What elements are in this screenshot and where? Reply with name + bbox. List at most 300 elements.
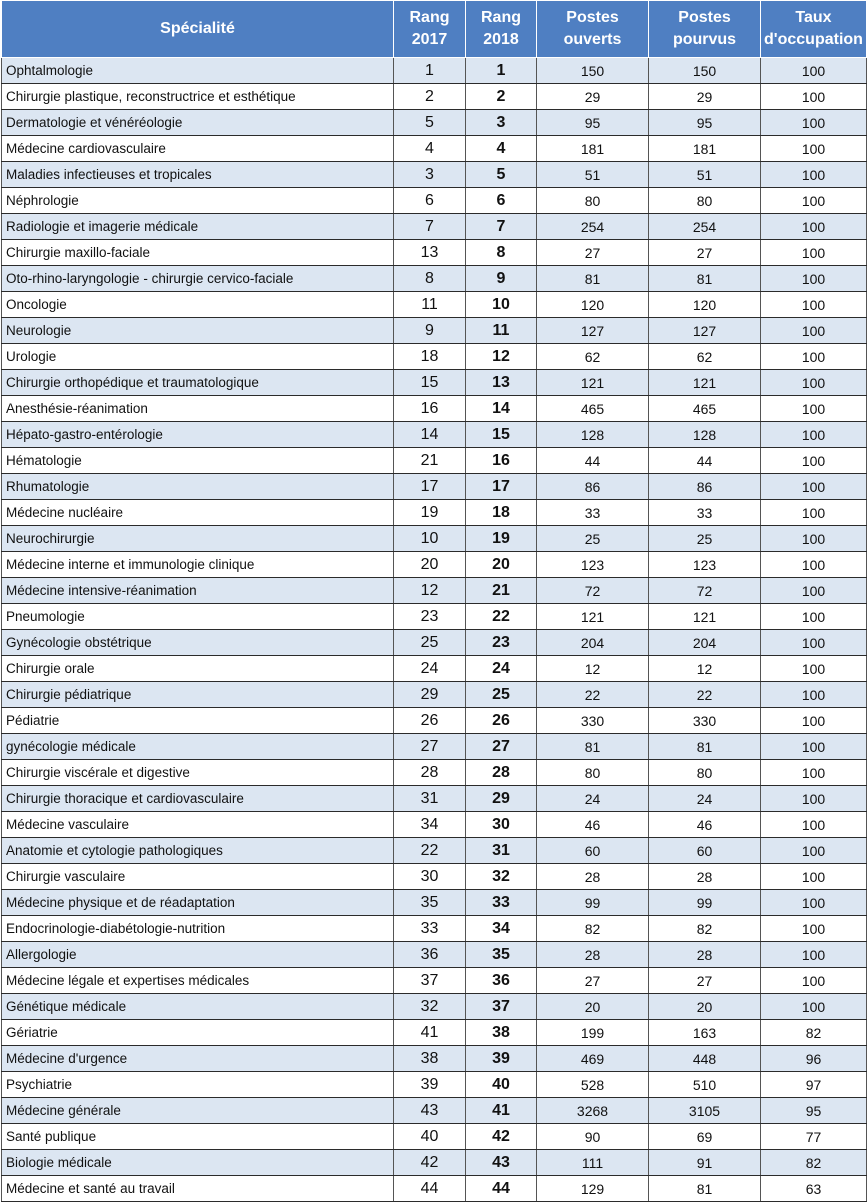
cell-postes-ouverts: 90 bbox=[537, 1124, 649, 1150]
cell-postes-ouverts: 27 bbox=[537, 968, 649, 994]
cell-postes-pourvus: 128 bbox=[649, 422, 761, 448]
table-row bbox=[2, 188, 867, 214]
cell-postes-ouverts: 62 bbox=[537, 344, 649, 370]
cell-taux-occupation: 95 bbox=[761, 1098, 867, 1124]
table-row bbox=[2, 1176, 867, 1202]
cell-postes-ouverts: 29 bbox=[537, 84, 649, 110]
cell-rang-2017: 36 bbox=[394, 942, 466, 968]
cell-rang-2017: 41 bbox=[394, 1020, 466, 1046]
cell-postes-ouverts: 199 bbox=[537, 1020, 649, 1046]
table-row bbox=[2, 1098, 867, 1124]
cell-specialite: Allergologie bbox=[2, 942, 394, 968]
header-row bbox=[2, 1, 867, 58]
cell-specialite: Gynécologie obstétrique bbox=[2, 630, 394, 656]
cell-taux-occupation: 100 bbox=[761, 578, 867, 604]
cell-specialite: Anatomie et cytologie pathologiques bbox=[2, 838, 394, 864]
cell-rang-2017: 8 bbox=[394, 266, 466, 292]
cell-postes-ouverts: 150 bbox=[537, 58, 649, 84]
table-row bbox=[2, 786, 867, 812]
table-row bbox=[2, 604, 867, 630]
cell-taux-occupation: 100 bbox=[761, 474, 867, 500]
cell-rang-2017: 26 bbox=[394, 708, 466, 734]
table-row bbox=[2, 1046, 867, 1072]
cell-taux-occupation: 100 bbox=[761, 890, 867, 916]
cell-rang-2017: 24 bbox=[394, 656, 466, 682]
cell-postes-ouverts: 33 bbox=[537, 500, 649, 526]
table-row bbox=[2, 1150, 867, 1176]
cell-postes-ouverts: 465 bbox=[537, 396, 649, 422]
cell-postes-ouverts: 204 bbox=[537, 630, 649, 656]
cell-postes-ouverts: 3268 bbox=[537, 1098, 649, 1124]
table-row bbox=[2, 344, 867, 370]
cell-rang-2018: 36 bbox=[466, 968, 537, 994]
cell-postes-ouverts: 95 bbox=[537, 110, 649, 136]
table-row bbox=[2, 396, 867, 422]
table-row bbox=[2, 734, 867, 760]
cell-specialite: Hématologie bbox=[2, 448, 394, 474]
cell-postes-pourvus: 60 bbox=[649, 838, 761, 864]
cell-rang-2018: 35 bbox=[466, 942, 537, 968]
cell-postes-ouverts: 469 bbox=[537, 1046, 649, 1072]
cell-rang-2018: 14 bbox=[466, 396, 537, 422]
table-row bbox=[2, 318, 867, 344]
cell-postes-pourvus: 51 bbox=[649, 162, 761, 188]
cell-rang-2018: 34 bbox=[466, 916, 537, 942]
cell-rang-2017: 32 bbox=[394, 994, 466, 1020]
cell-specialite: Urologie bbox=[2, 344, 394, 370]
cell-rang-2017: 16 bbox=[394, 396, 466, 422]
cell-rang-2018: 20 bbox=[466, 552, 537, 578]
table-row bbox=[2, 474, 867, 500]
cell-postes-pourvus: 123 bbox=[649, 552, 761, 578]
cell-rang-2017: 1 bbox=[394, 58, 466, 84]
cell-rang-2017: 5 bbox=[394, 110, 466, 136]
table-row bbox=[2, 240, 867, 266]
cell-rang-2018: 30 bbox=[466, 812, 537, 838]
cell-taux-occupation: 100 bbox=[761, 838, 867, 864]
header-taux-occupation bbox=[761, 1, 867, 58]
cell-rang-2017: 35 bbox=[394, 890, 466, 916]
cell-rang-2017: 10 bbox=[394, 526, 466, 552]
cell-specialite: Pédiatrie bbox=[2, 708, 394, 734]
cell-specialite: Médecine nucléaire bbox=[2, 500, 394, 526]
cell-taux-occupation: 100 bbox=[761, 110, 867, 136]
cell-specialite: Neurologie bbox=[2, 318, 394, 344]
cell-postes-pourvus: 254 bbox=[649, 214, 761, 240]
table-row bbox=[2, 1124, 867, 1150]
cell-specialite: Chirurgie plastique, reconstructrice et esthétique bbox=[2, 84, 394, 110]
cell-specialite: Néphrologie bbox=[2, 188, 394, 214]
header-specialite bbox=[2, 1, 394, 58]
header-taux-line2: d'occupation bbox=[764, 31, 863, 48]
cell-taux-occupation: 100 bbox=[761, 136, 867, 162]
header-specialite-label: Spécialité bbox=[160, 20, 235, 37]
cell-postes-pourvus: 69 bbox=[649, 1124, 761, 1150]
cell-postes-pourvus: 80 bbox=[649, 188, 761, 214]
cell-rang-2018: 19 bbox=[466, 526, 537, 552]
cell-rang-2018: 32 bbox=[466, 864, 537, 890]
cell-rang-2017: 12 bbox=[394, 578, 466, 604]
cell-rang-2017: 44 bbox=[394, 1176, 466, 1202]
header-postes-pourvus-line1: Postes bbox=[678, 9, 731, 26]
header-rang-2018-line1: Rang bbox=[481, 9, 521, 26]
cell-postes-ouverts: 24 bbox=[537, 786, 649, 812]
header-postes-pourvus bbox=[649, 1, 761, 58]
cell-postes-pourvus: 204 bbox=[649, 630, 761, 656]
cell-postes-ouverts: 27 bbox=[537, 240, 649, 266]
cell-postes-ouverts: 28 bbox=[537, 942, 649, 968]
cell-rang-2018: 4 bbox=[466, 136, 537, 162]
cell-taux-occupation: 100 bbox=[761, 526, 867, 552]
cell-rang-2018: 9 bbox=[466, 266, 537, 292]
cell-rang-2017: 30 bbox=[394, 864, 466, 890]
cell-taux-occupation: 100 bbox=[761, 656, 867, 682]
cell-postes-pourvus: 29 bbox=[649, 84, 761, 110]
cell-postes-ouverts: 44 bbox=[537, 448, 649, 474]
cell-rang-2017: 20 bbox=[394, 552, 466, 578]
cell-rang-2018: 11 bbox=[466, 318, 537, 344]
cell-rang-2017: 6 bbox=[394, 188, 466, 214]
cell-rang-2017: 11 bbox=[394, 292, 466, 318]
cell-rang-2018: 40 bbox=[466, 1072, 537, 1098]
cell-postes-pourvus: 81 bbox=[649, 266, 761, 292]
table-row bbox=[2, 838, 867, 864]
header-postes-ouverts-line2: ouverts bbox=[563, 31, 622, 48]
cell-specialite: Pneumologie bbox=[2, 604, 394, 630]
cell-postes-pourvus: 28 bbox=[649, 864, 761, 890]
cell-postes-ouverts: 254 bbox=[537, 214, 649, 240]
cell-postes-ouverts: 528 bbox=[537, 1072, 649, 1098]
header-rang-2017 bbox=[394, 1, 466, 58]
cell-specialite: Médecine intensive-réanimation bbox=[2, 578, 394, 604]
cell-rang-2018: 23 bbox=[466, 630, 537, 656]
cell-postes-ouverts: 25 bbox=[537, 526, 649, 552]
cell-taux-occupation: 82 bbox=[761, 1150, 867, 1176]
cell-taux-occupation: 100 bbox=[761, 58, 867, 84]
cell-rang-2017: 4 bbox=[394, 136, 466, 162]
cell-rang-2018: 3 bbox=[466, 110, 537, 136]
header-taux-line1: Taux bbox=[795, 9, 832, 26]
table-row bbox=[2, 214, 867, 240]
cell-postes-ouverts: 127 bbox=[537, 318, 649, 344]
cell-rang-2017: 27 bbox=[394, 734, 466, 760]
cell-rang-2018: 39 bbox=[466, 1046, 537, 1072]
cell-postes-ouverts: 81 bbox=[537, 734, 649, 760]
cell-specialite: Médecine d'urgence bbox=[2, 1046, 394, 1072]
cell-taux-occupation: 100 bbox=[761, 162, 867, 188]
table-row bbox=[2, 266, 867, 292]
cell-postes-ouverts: 181 bbox=[537, 136, 649, 162]
cell-rang-2018: 17 bbox=[466, 474, 537, 500]
cell-rang-2017: 38 bbox=[394, 1046, 466, 1072]
cell-rang-2018: 41 bbox=[466, 1098, 537, 1124]
cell-rang-2018: 43 bbox=[466, 1150, 537, 1176]
cell-postes-ouverts: 123 bbox=[537, 552, 649, 578]
cell-specialite: Anesthésie-réanimation bbox=[2, 396, 394, 422]
cell-rang-2017: 34 bbox=[394, 812, 466, 838]
cell-taux-occupation: 100 bbox=[761, 734, 867, 760]
cell-rang-2018: 8 bbox=[466, 240, 537, 266]
cell-taux-occupation: 97 bbox=[761, 1072, 867, 1098]
cell-postes-pourvus: 3105 bbox=[649, 1098, 761, 1124]
cell-postes-ouverts: 82 bbox=[537, 916, 649, 942]
cell-taux-occupation: 100 bbox=[761, 630, 867, 656]
cell-specialite: Rhumatologie bbox=[2, 474, 394, 500]
cell-specialite: Médecine vasculaire bbox=[2, 812, 394, 838]
cell-postes-pourvus: 25 bbox=[649, 526, 761, 552]
cell-taux-occupation: 77 bbox=[761, 1124, 867, 1150]
cell-taux-occupation: 100 bbox=[761, 812, 867, 838]
table-row bbox=[2, 656, 867, 682]
cell-taux-occupation: 100 bbox=[761, 708, 867, 734]
cell-rang-2018: 33 bbox=[466, 890, 537, 916]
cell-rang-2018: 38 bbox=[466, 1020, 537, 1046]
cell-rang-2018: 26 bbox=[466, 708, 537, 734]
cell-rang-2017: 42 bbox=[394, 1150, 466, 1176]
cell-rang-2017: 31 bbox=[394, 786, 466, 812]
cell-postes-ouverts: 60 bbox=[537, 838, 649, 864]
cell-postes-pourvus: 121 bbox=[649, 370, 761, 396]
cell-specialite: gynécologie médicale bbox=[2, 734, 394, 760]
cell-postes-pourvus: 181 bbox=[649, 136, 761, 162]
table-row bbox=[2, 448, 867, 474]
cell-taux-occupation: 100 bbox=[761, 682, 867, 708]
cell-postes-pourvus: 163 bbox=[649, 1020, 761, 1046]
cell-postes-pourvus: 27 bbox=[649, 240, 761, 266]
table-row bbox=[2, 760, 867, 786]
cell-rang-2017: 39 bbox=[394, 1072, 466, 1098]
cell-specialite: Biologie médicale bbox=[2, 1150, 394, 1176]
cell-postes-ouverts: 121 bbox=[537, 604, 649, 630]
cell-rang-2018: 16 bbox=[466, 448, 537, 474]
cell-specialite: Médecine cardiovasculaire bbox=[2, 136, 394, 162]
cell-rang-2017: 2 bbox=[394, 84, 466, 110]
cell-rang-2017: 33 bbox=[394, 916, 466, 942]
cell-taux-occupation: 100 bbox=[761, 500, 867, 526]
cell-postes-pourvus: 80 bbox=[649, 760, 761, 786]
cell-rang-2017: 3 bbox=[394, 162, 466, 188]
cell-postes-pourvus: 330 bbox=[649, 708, 761, 734]
cell-rang-2018: 24 bbox=[466, 656, 537, 682]
table-body bbox=[2, 58, 867, 1202]
cell-specialite: Gériatrie bbox=[2, 1020, 394, 1046]
table-row bbox=[2, 136, 867, 162]
cell-postes-ouverts: 12 bbox=[537, 656, 649, 682]
cell-taux-occupation: 100 bbox=[761, 916, 867, 942]
table-row bbox=[2, 968, 867, 994]
cell-rang-2017: 29 bbox=[394, 682, 466, 708]
cell-rang-2018: 5 bbox=[466, 162, 537, 188]
cell-specialite: Chirurgie pédiatrique bbox=[2, 682, 394, 708]
cell-taux-occupation: 100 bbox=[761, 968, 867, 994]
header-rang-2017-line1: Rang bbox=[409, 9, 450, 26]
cell-rang-2018: 13 bbox=[466, 370, 537, 396]
cell-specialite: Médecine et santé au travail bbox=[2, 1176, 394, 1202]
cell-rang-2018: 6 bbox=[466, 188, 537, 214]
cell-rang-2018: 42 bbox=[466, 1124, 537, 1150]
header-postes-pourvus-line2: pourvus bbox=[672, 31, 737, 48]
table-row bbox=[2, 630, 867, 656]
cell-taux-occupation: 100 bbox=[761, 84, 867, 110]
cell-specialite: Radiologie et imagerie médicale bbox=[2, 214, 394, 240]
cell-rang-2017: 23 bbox=[394, 604, 466, 630]
cell-postes-ouverts: 72 bbox=[537, 578, 649, 604]
cell-postes-ouverts: 51 bbox=[537, 162, 649, 188]
cell-rang-2018: 15 bbox=[466, 422, 537, 448]
cell-specialite: Ophtalmologie bbox=[2, 58, 394, 84]
cell-rang-2017: 15 bbox=[394, 370, 466, 396]
cell-taux-occupation: 100 bbox=[761, 188, 867, 214]
table-row bbox=[2, 1072, 867, 1098]
cell-rang-2018: 10 bbox=[466, 292, 537, 318]
cell-rang-2017: 28 bbox=[394, 760, 466, 786]
cell-postes-ouverts: 99 bbox=[537, 890, 649, 916]
cell-postes-pourvus: 27 bbox=[649, 968, 761, 994]
cell-postes-ouverts: 81 bbox=[537, 266, 649, 292]
cell-rang-2018: 29 bbox=[466, 786, 537, 812]
cell-rang-2017: 14 bbox=[394, 422, 466, 448]
cell-taux-occupation: 82 bbox=[761, 1020, 867, 1046]
cell-taux-occupation: 100 bbox=[761, 448, 867, 474]
cell-postes-pourvus: 91 bbox=[649, 1150, 761, 1176]
cell-postes-ouverts: 20 bbox=[537, 994, 649, 1020]
cell-rang-2018: 7 bbox=[466, 214, 537, 240]
cell-rang-2017: 40 bbox=[394, 1124, 466, 1150]
cell-postes-pourvus: 86 bbox=[649, 474, 761, 500]
cell-rang-2018: 1 bbox=[466, 58, 537, 84]
cell-postes-ouverts: 46 bbox=[537, 812, 649, 838]
cell-postes-pourvus: 81 bbox=[649, 734, 761, 760]
cell-rang-2018: 28 bbox=[466, 760, 537, 786]
cell-rang-2018: 22 bbox=[466, 604, 537, 630]
header-postes-ouverts-line1: Postes bbox=[566, 9, 619, 26]
cell-postes-pourvus: 12 bbox=[649, 656, 761, 682]
cell-taux-occupation: 100 bbox=[761, 552, 867, 578]
cell-specialite: Chirurgie vasculaire bbox=[2, 864, 394, 890]
cell-specialite: Endocrinologie-diabétologie-nutrition bbox=[2, 916, 394, 942]
cell-postes-pourvus: 44 bbox=[649, 448, 761, 474]
cell-postes-pourvus: 465 bbox=[649, 396, 761, 422]
cell-taux-occupation: 100 bbox=[761, 864, 867, 890]
cell-postes-pourvus: 95 bbox=[649, 110, 761, 136]
cell-rang-2017: 19 bbox=[394, 500, 466, 526]
cell-specialite: Psychiatrie bbox=[2, 1072, 394, 1098]
cell-rang-2018: 31 bbox=[466, 838, 537, 864]
cell-rang-2017: 25 bbox=[394, 630, 466, 656]
cell-specialite: Maladies infectieuses et tropicales bbox=[2, 162, 394, 188]
cell-rang-2017: 9 bbox=[394, 318, 466, 344]
cell-specialite: Chirurgie orthopédique et traumatologique bbox=[2, 370, 394, 396]
cell-postes-ouverts: 80 bbox=[537, 760, 649, 786]
cell-rang-2018: 12 bbox=[466, 344, 537, 370]
cell-specialite: Médecine interne et immunologie clinique bbox=[2, 552, 394, 578]
table-row bbox=[2, 292, 867, 318]
cell-postes-pourvus: 120 bbox=[649, 292, 761, 318]
table-row bbox=[2, 916, 867, 942]
cell-specialite: Oto-rhino-laryngologie - chirurgie cervico-faciale bbox=[2, 266, 394, 292]
cell-postes-pourvus: 20 bbox=[649, 994, 761, 1020]
table-row bbox=[2, 84, 867, 110]
cell-postes-pourvus: 22 bbox=[649, 682, 761, 708]
cell-specialite: Chirurgie maxillo-faciale bbox=[2, 240, 394, 266]
header-rang-2018 bbox=[466, 1, 537, 58]
cell-postes-ouverts: 128 bbox=[537, 422, 649, 448]
cell-postes-pourvus: 82 bbox=[649, 916, 761, 942]
cell-taux-occupation: 100 bbox=[761, 760, 867, 786]
cell-postes-ouverts: 129 bbox=[537, 1176, 649, 1202]
cell-rang-2017: 37 bbox=[394, 968, 466, 994]
header-rang-2018-line2: 2018 bbox=[483, 31, 519, 48]
table-row bbox=[2, 864, 867, 890]
cell-taux-occupation: 100 bbox=[761, 240, 867, 266]
table-row bbox=[2, 422, 867, 448]
cell-rang-2018: 27 bbox=[466, 734, 537, 760]
cell-postes-pourvus: 448 bbox=[649, 1046, 761, 1072]
cell-rang-2017: 13 bbox=[394, 240, 466, 266]
table-row bbox=[2, 1020, 867, 1046]
cell-postes-ouverts: 121 bbox=[537, 370, 649, 396]
table-row bbox=[2, 708, 867, 734]
cell-specialite: Santé publique bbox=[2, 1124, 394, 1150]
cell-taux-occupation: 100 bbox=[761, 994, 867, 1020]
cell-postes-pourvus: 72 bbox=[649, 578, 761, 604]
table-row bbox=[2, 370, 867, 396]
cell-postes-ouverts: 28 bbox=[537, 864, 649, 890]
cell-specialite: Oncologie bbox=[2, 292, 394, 318]
cell-taux-occupation: 100 bbox=[761, 344, 867, 370]
cell-postes-ouverts: 22 bbox=[537, 682, 649, 708]
cell-postes-ouverts: 120 bbox=[537, 292, 649, 318]
cell-taux-occupation: 100 bbox=[761, 318, 867, 344]
cell-rang-2017: 18 bbox=[394, 344, 466, 370]
cell-taux-occupation: 100 bbox=[761, 422, 867, 448]
cell-taux-occupation: 100 bbox=[761, 292, 867, 318]
cell-specialite: Dermatologie et vénéréologie bbox=[2, 110, 394, 136]
cell-specialite: Hépato-gastro-entérologie bbox=[2, 422, 394, 448]
header-postes-ouverts bbox=[537, 1, 649, 58]
cell-rang-2017: 22 bbox=[394, 838, 466, 864]
cell-postes-pourvus: 150 bbox=[649, 58, 761, 84]
table-row bbox=[2, 552, 867, 578]
cell-taux-occupation: 63 bbox=[761, 1176, 867, 1202]
cell-rang-2018: 37 bbox=[466, 994, 537, 1020]
cell-rang-2017: 17 bbox=[394, 474, 466, 500]
cell-postes-pourvus: 62 bbox=[649, 344, 761, 370]
header-rang-2017-line2: 2017 bbox=[411, 31, 448, 48]
table-row bbox=[2, 162, 867, 188]
cell-taux-occupation: 100 bbox=[761, 266, 867, 292]
cell-specialite: Médecine physique et de réadaptation bbox=[2, 890, 394, 916]
cell-specialite: Chirurgie viscérale et digestive bbox=[2, 760, 394, 786]
cell-specialite: Médecine légale et expertises médicales bbox=[2, 968, 394, 994]
cell-rang-2018: 21 bbox=[466, 578, 537, 604]
cell-specialite: Chirurgie thoracique et cardiovasculaire bbox=[2, 786, 394, 812]
cell-taux-occupation: 100 bbox=[761, 214, 867, 240]
cell-rang-2017: 21 bbox=[394, 448, 466, 474]
cell-rang-2018: 25 bbox=[466, 682, 537, 708]
table-row bbox=[2, 942, 867, 968]
cell-postes-ouverts: 330 bbox=[537, 708, 649, 734]
table-row bbox=[2, 578, 867, 604]
table-row bbox=[2, 500, 867, 526]
cell-postes-pourvus: 24 bbox=[649, 786, 761, 812]
table-row bbox=[2, 110, 867, 136]
cell-rang-2018: 18 bbox=[466, 500, 537, 526]
cell-rang-2017: 7 bbox=[394, 214, 466, 240]
cell-taux-occupation: 100 bbox=[761, 370, 867, 396]
cell-taux-occupation: 96 bbox=[761, 1046, 867, 1072]
cell-postes-ouverts: 86 bbox=[537, 474, 649, 500]
